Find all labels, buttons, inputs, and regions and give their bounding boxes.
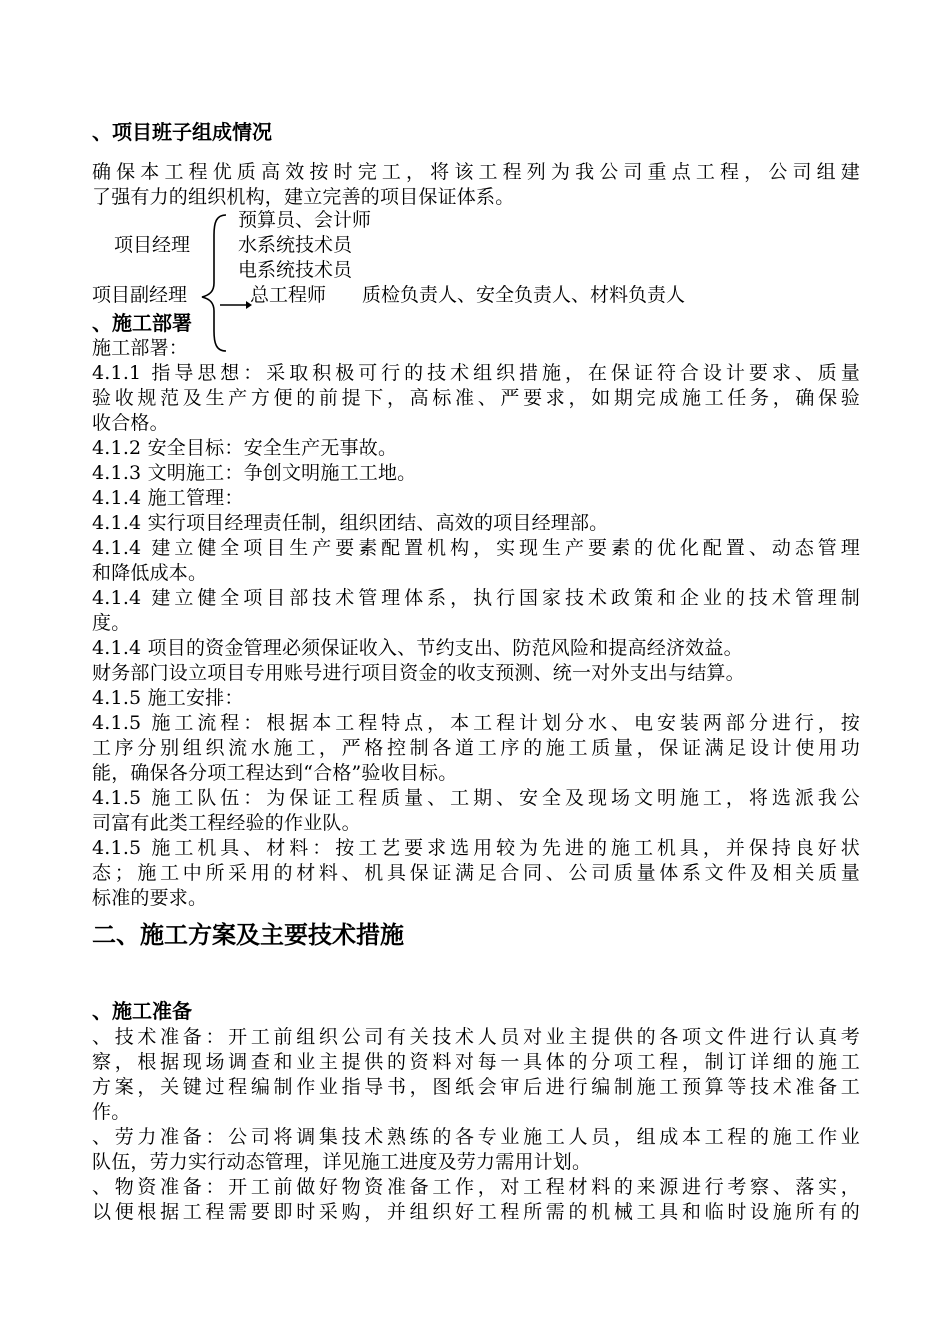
paragraph-line: 4.1.4 项目的资金管理必须保证收入、节约支出、防范风险和提高经济效益。 xyxy=(92,637,743,659)
paragraph-line: 确保本工程优质高效按时完工，将该工程列为我公司重点工程，公司组建 xyxy=(92,161,860,183)
heading-deploy: 、施工部署 xyxy=(92,311,192,335)
org-deputy-manager: 项目副经理 xyxy=(92,284,188,306)
paragraph-line: 验收规范及生产方便的前提下，高标准、严要求，如期完成施工任务，确保验 xyxy=(92,387,860,409)
paragraph-line: 4.1.1 指导思想：采取积极可行的技术组织措施，在保证符合设计要求、质量 xyxy=(92,362,860,384)
paragraph-line: 标准的要求。 xyxy=(92,887,208,909)
paragraph-line: 作。 xyxy=(92,1101,131,1123)
paragraph-line: 4.1.2 安全目标：安全生产无事故。 xyxy=(92,437,398,459)
paragraph-line: 4.1.3 文明施工：争创文明施工工地。 xyxy=(92,462,417,484)
paragraph-line: 方案，关键过程编制作业指导书，图纸会审后进行编制施工预算等技术准备工 xyxy=(92,1076,860,1098)
paragraph-line: 、技术准备：开工前组织公司有关技术人员对业主提供的各项文件进行认真考 xyxy=(92,1026,860,1048)
paragraph-line: 施工部署： xyxy=(92,337,189,359)
paragraph-line: 、劳力准备：公司将调集技术熟练的各专业施工人员，组成本工程的施工作业 xyxy=(92,1126,860,1148)
paragraph-line: 、物资准备：开工前做好物资准备工作，对工程材料的来源进行考察、落实， xyxy=(92,1176,860,1198)
org-staff-electric: 电系统技术员 xyxy=(238,259,353,281)
paragraph-line: 4.1.4 建立健全项目生产要素配置机构，实现生产要素的优化配置、动态管理 xyxy=(92,537,860,559)
paragraph-line: 态；施工中所采用的材料、机具保证满足合同、公司质量体系文件及相关质量 xyxy=(92,862,860,884)
paragraph-line: 4.1.4 实行项目经理责任制，组织团结、高效的项目经理部。 xyxy=(92,512,609,534)
paragraph-line: 能，确保各分项工程达到“合格”验收目标。 xyxy=(92,762,458,784)
paragraph-line: 4.1.4 施工管理： xyxy=(92,487,244,509)
paragraph-line: 4.1.5 施工流程：根据本工程特点，本工程计划分水、电安装两部分进行，按 xyxy=(92,712,860,734)
paragraph-line: 司富有此类工程经验的作业队。 xyxy=(92,812,361,834)
paragraph-line: 和降低成本。 xyxy=(92,562,208,584)
paragraph-line: 度。 xyxy=(92,612,131,634)
heading-team: 、项目班子组成情况 xyxy=(92,120,272,144)
paragraph-line: 4.1.5 施工队伍：为保证工程质量、工期、安全及现场文明施工，将选派我公 xyxy=(92,787,860,809)
paragraph-line: 4.1.5 施工安排： xyxy=(92,687,244,709)
paragraph-line: 财务部门设立项目专用账号进行项目资金的收支预测、统一对外支出与结算。 xyxy=(92,662,745,684)
org-project-manager: 项目经理 xyxy=(114,234,191,256)
paragraph-line: 察，根据现场调查和业主提供的资料对每一具体的分项工程，制订详细的施工 xyxy=(92,1051,860,1073)
paragraph-line: 工序分别组织流水施工，严格控制各道工序的施工质量，保证满足设计使用功 xyxy=(92,737,860,759)
paragraph-line: 4.1.4 建立健全项目部技术管理体系，执行国家技术政策和企业的技术管理制 xyxy=(92,587,860,609)
paragraph-line: 队伍，劳力实行动态管理，详见施工进度及劳力需用计划。 xyxy=(92,1151,592,1173)
paragraph-line: 以便根据工程需要即时采购，并组织好工程所需的机械工具和临时设施所有的 xyxy=(92,1201,860,1223)
org-chief-engineer: 总工程师 xyxy=(250,284,327,306)
paragraph-line: 了强有力的组织机构，建立完善的项目保证体系。 xyxy=(92,186,515,208)
heading-prep: 、施工准备 xyxy=(92,999,192,1023)
org-staff-water: 水系统技术员 xyxy=(238,234,353,256)
org-staff-budget: 预算员、会计师 xyxy=(238,209,372,231)
org-responsible-persons: 质检负责人、安全负责人、材料负责人 xyxy=(362,284,686,306)
paragraph-line: 4.1.5 施工机具、材料：按工艺要求选用较为先进的施工机具，并保持良好状 xyxy=(92,837,860,859)
chapter-heading: 二、施工方案及主要技术措施 xyxy=(92,921,404,949)
org-brace-icon xyxy=(196,213,252,353)
paragraph-line: 收合格。 xyxy=(92,412,169,434)
